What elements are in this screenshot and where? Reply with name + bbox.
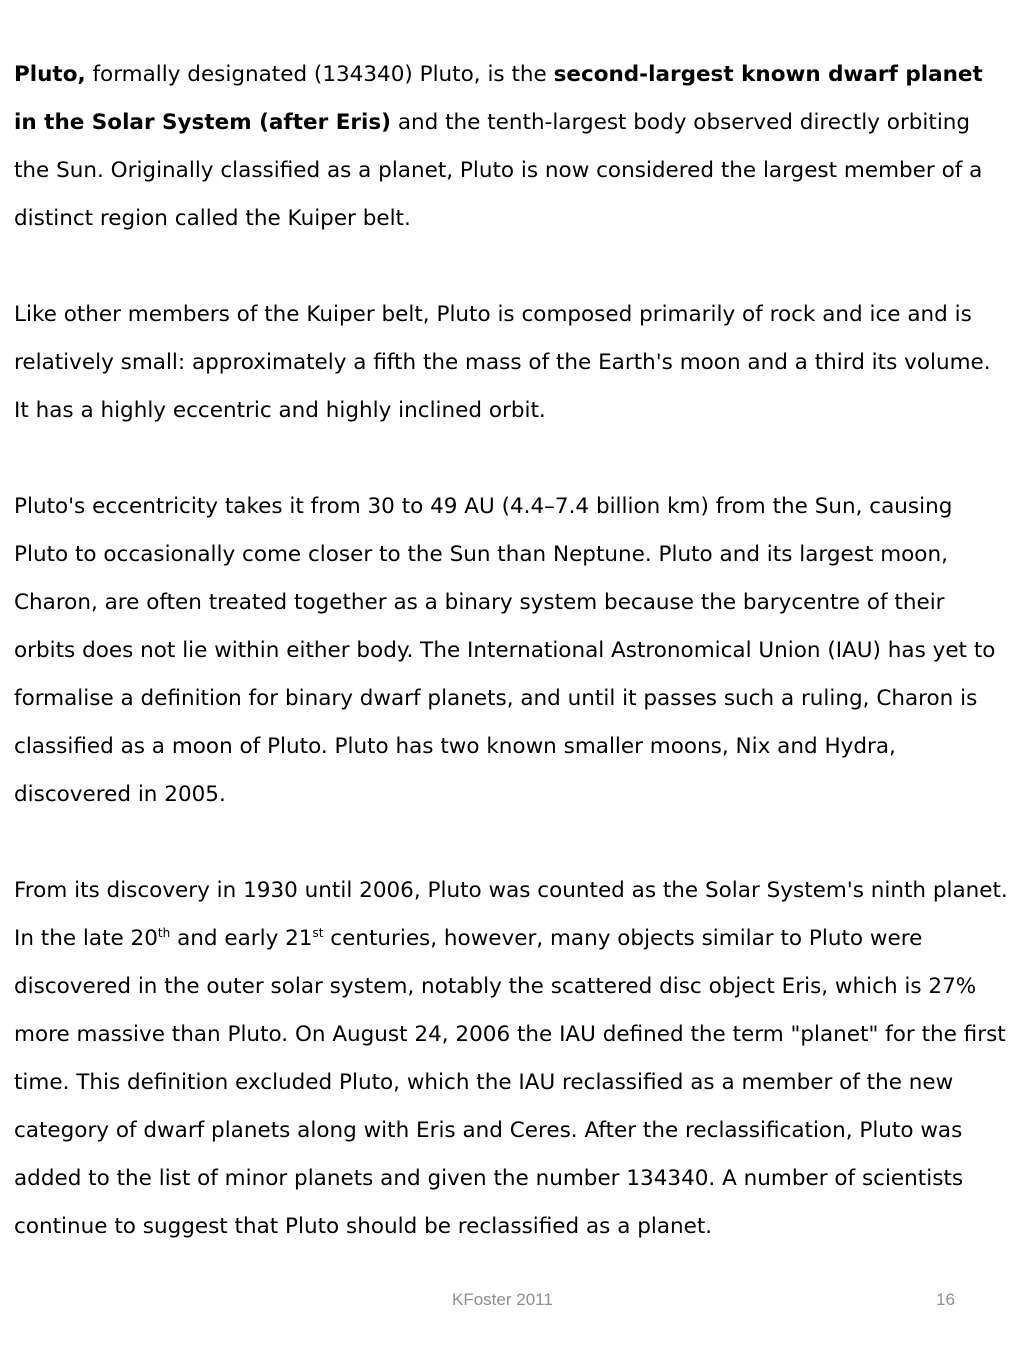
reclassification-text-b: and early 21 — [170, 926, 313, 951]
lead-term: Pluto, — [14, 62, 86, 87]
reclassification-text-c: centuries, however, many objects similar to Pluto were discovered in the outer solar system, notably the scattered disc object Eris, which is 27% more massive than Pluto. On August 24, 2006 the IAU defined the term "planet" for the first time. This definition excluded Pluto, which the IAU reclassified as a member of the new category of dwarf planets along with Eris and Ceres. After the reclassification, Pluto was added to the list of minor planets and given the number 134340. A number of scientists continue to suggest that Pluto should be reclassified as a planet. — [14, 926, 1006, 1239]
footer-author: KFoster 2011 — [452, 1290, 553, 1309]
page-number: 16 — [936, 1290, 955, 1309]
superscript-th: th — [157, 926, 171, 940]
paragraph-reclassification — [14, 867, 1010, 1251]
intro-text-b: and the tenth-largest body observed directly orbiting the Sun. Originally classified as a planet, Pluto is now considered the largest member of a distinct region called the Kuiper belt. — [14, 110, 983, 231]
paragraph-composition — [14, 291, 1010, 435]
composition-text: Like other members of the Kuiper belt, Pluto is composed primarily of rock and ice and is relatively small: approximately a fifth the mass of the Earth's moon and a third its volume. It has a highly eccentric and highly inclined orbit. — [14, 302, 991, 423]
paragraph-intro — [14, 51, 1010, 243]
superscript-st: st — [312, 926, 324, 940]
intro-text-a: formally designated (134340) Pluto, is the — [85, 62, 554, 87]
reclassification-text-a: From its discovery in 1930 until 2006, Pluto was counted as the Solar System's ninth planet. In the late 20 — [14, 878, 1008, 951]
eccentricity-text: Pluto's eccentricity takes it from 30 to 49 AU (4.4–7.4 billion km) from the Sun, causing Pluto to occasionally come closer to the Sun than Neptune. Pluto and its largest moon, Charon, are often treated together as a binary system because the barycentre of their orbits does not lie within either body. The International Astronomical Union (IAU) has yet to formalise a definition for binary dwarf planets, and until it passes such a ruling, Charon is classified as a moon of Pluto. Pluto has two known smaller moons, Nix and Hydra, discovered in 2005. — [14, 494, 996, 807]
bold-phrase: second-largest known dwarf planet in the Solar System (after Eris) — [14, 62, 983, 135]
document-body — [14, 51, 1010, 1251]
paragraph-eccentricity — [14, 483, 1010, 819]
